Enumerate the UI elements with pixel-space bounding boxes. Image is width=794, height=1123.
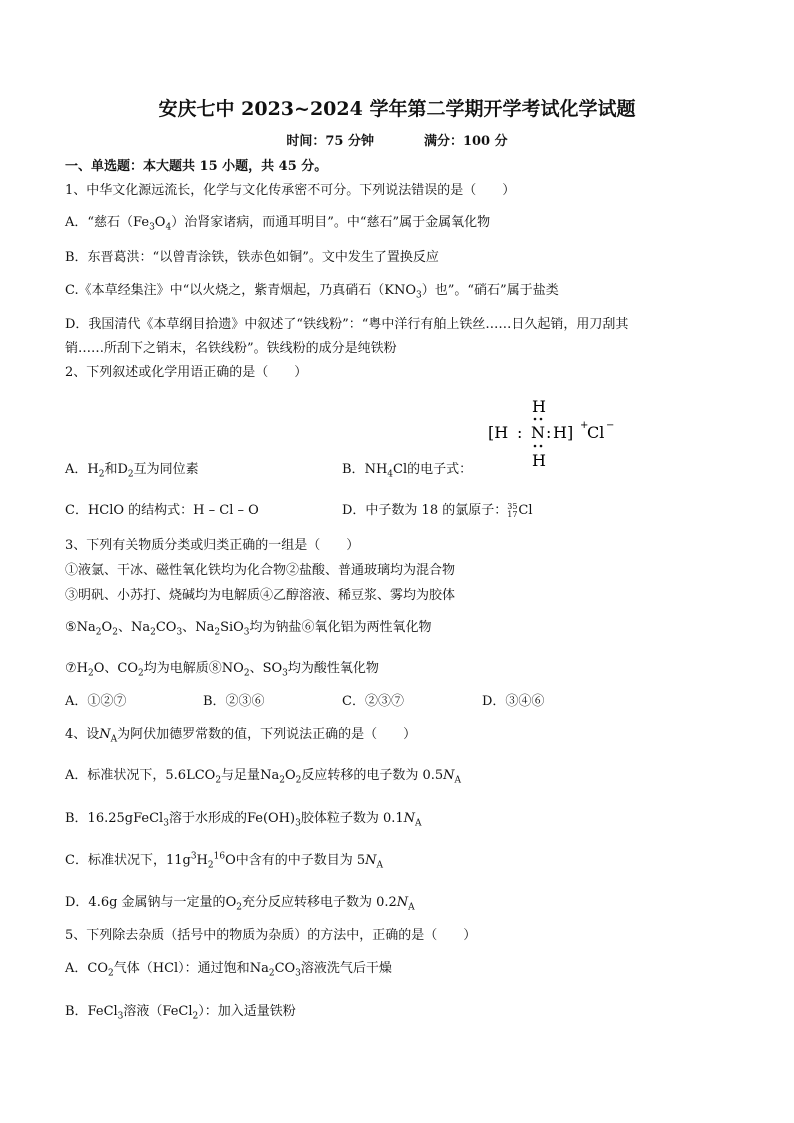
- q2-option-b: B．$NH_4Cl$的电子式：: [342, 462, 473, 480]
- lewis-cl: Cl: [587, 423, 605, 442]
- q4-option-d: D．4.6g 金属钠与一定量的$O_2$充分反应转移电子数为 $0.2N_A$: [65, 895, 415, 913]
- lewis-dot: [534, 418, 537, 421]
- q2-option-d: D．中子数为 18 的氯原子： 35 17 Cl: [342, 501, 533, 519]
- q3-line-1: ①液氯、干冰、磁性氧化铁均为化合物②盐酸、普通玻璃均为混合物: [65, 563, 456, 578]
- q1-option-c: C.《本草经集注》中“以火烧之，紫青烟起，乃真硝石$(KNO_3)$也”。“硝石”属于盐类: [65, 283, 559, 301]
- q4-option-a: A．标准状况下，$5.6LCO_2$与足量$Na_2O_2$反应转移的电子数为 $0.5N_A$: [65, 768, 462, 786]
- q2-stem: 2、下列叙述或化学用语正确的是（ ）: [65, 365, 308, 380]
- q2-option-a: A．$H_2$和$D_2$互为同位素: [65, 462, 199, 480]
- lewis-h-right-bracket: H]: [553, 423, 574, 442]
- q3-option-d: D．③④⑥: [482, 694, 545, 709]
- lewis-h-bottom: H: [532, 451, 546, 470]
- lewis-plus: +: [580, 420, 589, 431]
- q3-stem: 3、下列有关物质分类或归类正确的一组是（ ）: [65, 538, 360, 553]
- q4-option-c: C．标准状况下，$11g^3H_2^{16}O$中含有的中子数目为 $5N_A$: [65, 851, 384, 871]
- q3-line-2: ③明矾、小苏打、烧碱均为电解质④乙醇溶液、稀豆浆、雾均为胶体: [65, 588, 456, 603]
- exam-meta: [0, 133, 794, 151]
- lewis-h-top: H: [532, 397, 546, 416]
- lewis-left-bracket-h: [H: [488, 423, 509, 442]
- q3-option-c: C．②③⑦: [342, 694, 404, 709]
- q3-line-3: $⑤Na_2O_2$、$Na_2CO_3$、$Na_2SiO_3$均为钠盐⑥氧化铝为两性氧化物: [65, 620, 432, 638]
- section-heading: 一、单选题：本大题共 15 小题，共 45 分。: [65, 159, 328, 174]
- lewis-dot: [540, 445, 543, 448]
- q3-line-4: $⑦H_2O$、$CO_2$均为电解质$⑧NO_2$、$SO_3$均为酸性氧化物: [65, 661, 379, 679]
- q1-option-a: A．“慈石$(Fe_3O_4)$治肾家诸病，而通耳明目”。中“慈石”属于金属氧化物: [65, 215, 491, 233]
- lewis-minus: −: [606, 420, 615, 431]
- lewis-dot: [540, 418, 543, 421]
- q1-option-d-line2: 销……所刮下之销末，名铁线粉”。铁线粉的成分是纯铁粉: [65, 341, 397, 356]
- q5-stem: 5、下列除去杂质（括号中的物质为杂质）的方法中，正确的是（ ）: [65, 928, 477, 943]
- exam-time: 时间：75 分钟: [286, 134, 374, 149]
- exam-score: 满分：100 分: [423, 134, 508, 149]
- lewis-dot: [534, 445, 537, 448]
- page-title: 安庆七中 2023~2024 学年第二学期开学考试化学试题: [158, 98, 636, 120]
- q4-stem: 4、设$N_A$为阿伏加德罗常数的值，下列说法正确的是（ ）: [65, 727, 417, 745]
- q1-option-b: B．东晋葛洪：“以曾青涂铁，铁赤色如铜”。文中发生了置换反应: [65, 250, 439, 265]
- q3-option-b: B．②③⑥: [203, 694, 265, 709]
- q1-option-d-line1: D．我国清代《本草纲目拾遗》中叙述了“铁线粉”：“粤中洋行有舶上铁丝……日久起销，用刀刮其: [65, 317, 629, 332]
- q1-stem: 1、中华文化源远流长，化学与文化传承密不可分。下列说法错误的是（ ）: [65, 183, 516, 198]
- q3-option-a: A．①②⑦: [65, 694, 127, 709]
- lewis-colon-left: :: [517, 423, 523, 442]
- q4-option-b: B．16.25gFeCl$_3$溶于水形成的$Fe(OH)_3$胶体粒子数为 $0.1N_A$: [65, 811, 422, 829]
- q5-option-b: B．FeCl$_3$溶液（FeCl$_2$）：加入适量铁粉: [65, 1004, 296, 1022]
- lewis-n: N: [531, 423, 545, 442]
- isotope-numbers: 35 17: [507, 501, 518, 519]
- q2-option-c: C．HClO 的结构式：H – Cl – O: [65, 503, 259, 518]
- lewis-colon-right: :: [546, 423, 552, 442]
- ammonium-chloride-lewis-structure: [488, 396, 618, 470]
- q5-option-a: A．$CO_2$气体（HCl）：通过饱和$Na_2CO_3$溶液洗气后干燥: [65, 961, 392, 979]
